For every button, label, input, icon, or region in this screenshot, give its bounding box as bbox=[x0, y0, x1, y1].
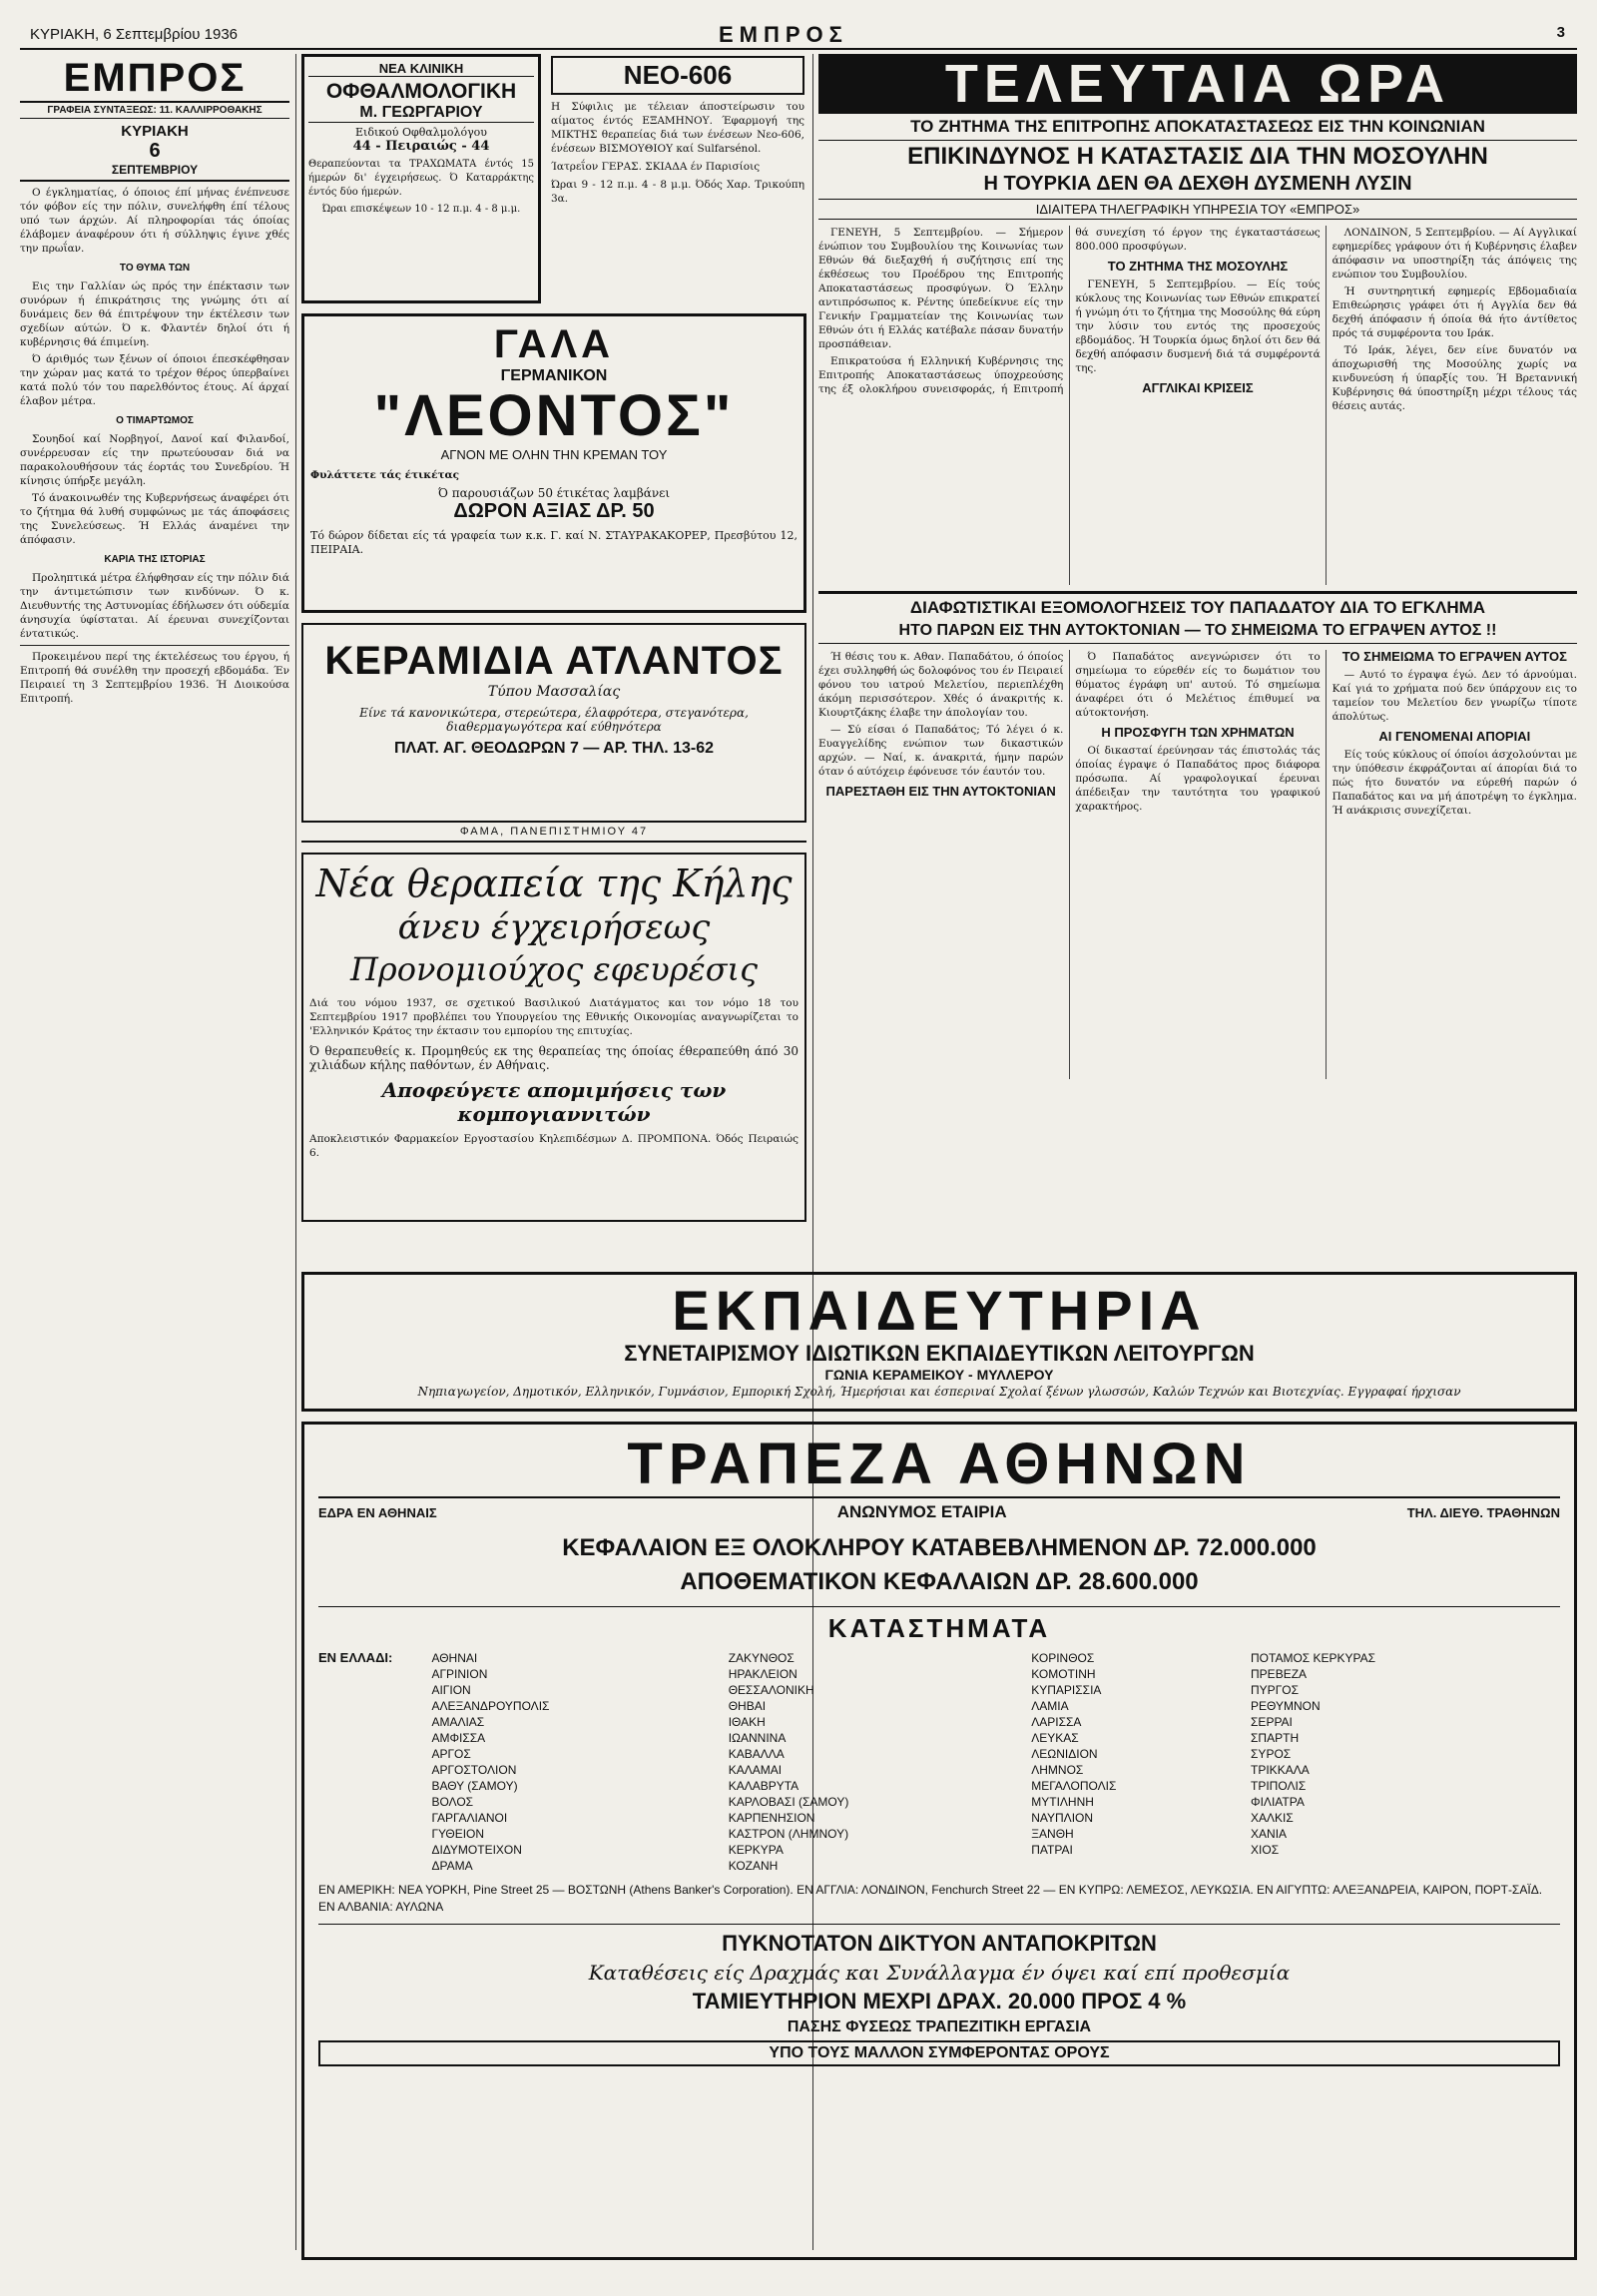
neo606-title: ΝΕΟ-606 bbox=[551, 56, 804, 95]
branch-cell bbox=[1027, 1858, 1247, 1874]
newspaper-page bbox=[20, 14, 1577, 2280]
bank-ad-telegraph: ΤΗΛ. ΔΙΕΥΘ. ΤΡΑΘΗΝΩΝ bbox=[1406, 1504, 1560, 1520]
left-column bbox=[20, 54, 289, 2250]
branch-cell: ΧΑΝΙΑ bbox=[1251, 1827, 1288, 1841]
branch-row bbox=[427, 1730, 1560, 1746]
milk-ad-brand: "ΛΕΟΝΤΟΣ" bbox=[373, 383, 735, 448]
branch-row bbox=[427, 1666, 1560, 1682]
branch-cell: ΑΘΗΝΑΙ bbox=[431, 1651, 478, 1665]
bank-ad-branches-title: ΚΑΤΑΣΤΗΜΑΤΑ bbox=[318, 1606, 1560, 1644]
hernia-ad-text: Αποκλειστικόν Φαρμακείον Εργοστασίου Κηλεπιδέσμων Δ. ΠΡΟΜΠΟΝΑ. Όδός Πειραιώς 6. bbox=[309, 1133, 798, 1159]
bank-ad-abroad: ΕΝ ΑΜΕΡΙΚΗ: ΝΕΑ ΥΟΡΚΗ, Pine Street 25 — ΒΟΣΤΩΝΗ (Athens Banker's Corporation). ΕΝ ΑΓΓΛΙΑ: ΛΟΝΔΙΝΟΝ, Fenchurch Street 22 — ΕΝ ΚΥΠΡΩ: ΛΕΜΕΣΟΣ, ΛΕΥΚΩΣΙΑ. ΕΝ ΑΙΓΥΠΤΩ: ΑΛΕΞΑΝΔΡΕΙΑ, ΚΑΙΡΟΝ, ΠΟΡΤ-ΣΑΪΔ. ΕΝ ΑΛΒΑΝΙΑ: ΑΥΛΩΝΑ bbox=[318, 1883, 1543, 1914]
article-paragraph: Ό Παπαδάτος ανεγνώρισεν ότι το σημείωμα το εύρεθέν είς το δωμάτιον του θύματος έγράφη υπ' αυτού. Τό σημείωμα άναφέρει ότι ό Μελέτιος έπιθυμεί να αύτοκτονήση. bbox=[1075, 651, 1321, 719]
article-paragraph: Εις την Γαλλίαν ώς πρός την έπέκτασιν των συνόρων ή έπικράτησις της γνώμης ότι αί δυνάμεις δεν θά έπιτρέψουν την έκτέλεσιν των σχεδίων αύτών. Ό κ. Φλαντέν δηλοί ότι ή κυβέρνησις θά έπιμείνη. bbox=[20, 281, 289, 348]
masthead-day: ΚΥΡΙΑΚΗ bbox=[121, 123, 189, 140]
article-paragraph: Είς τούς κύκλους οί όποίοι άσχολούνται με την ύπόθεσιν έκφράζονται αί άπορίαι διά το πώς ήτο δυνατόν να εύρεθή παρών ό Παπαδάτος και να μή άποτρέψη το έγκλημα. Ή ανάκρισις συνεχίζεται. bbox=[1331, 749, 1577, 817]
neo606-hours: Ώραι 9 - 12 π.μ. 4 - 8 μ.μ. Όδός Χαρ. Τρικούπη 3α. bbox=[551, 179, 804, 205]
bank-ad-capital: ΚΕΦΑΛΑΙΟΝ ΕΞ ΟΛΟΚΛΗΡΟΥ ΚΑΤΑΒΕΒΛΗΜΕΝΟΝ ΔΡ. 72.000.000 bbox=[562, 1534, 1317, 1561]
hernia-ad-line: Προνομιούχος εφευρέσις bbox=[349, 950, 758, 988]
branch-row bbox=[427, 1746, 1560, 1762]
hernia-ad-line: άνευ έγχειρήσεως bbox=[397, 907, 711, 947]
branch-cell: ΚΥΠΑΡΙΣΣΙΑ bbox=[1031, 1683, 1102, 1697]
branch-cell: ΚΑΛΑΜΑΙ bbox=[728, 1763, 783, 1777]
branch-cell: ΑΜΑΛΙΑΣ bbox=[431, 1715, 485, 1729]
hernia-ad-text: Ό θεραπευθείς κ. Προμηθεύς εκ της θεραπείας της όποίας έθεραπεύθη άπό 30 χιλιάδων κήλης παθόντων, έν Αθήναις. bbox=[309, 1044, 798, 1072]
branch-cell: ΠΟΤΑΜΟΣ ΚΕΡΚΥΡΑΣ bbox=[1251, 1651, 1376, 1665]
neo606-ad bbox=[549, 54, 806, 303]
article-paragraph: Σουηδοί καί Νορβηγοί, Δανοί καί Φιλανδοί, συνέρρευσαν είς την πρωτεύουσαν διά να παρακολουθήσουν τάς έορτάς του Συνεδρίου. Ή κίνησις ύπήρξε μεγάλη. bbox=[20, 433, 289, 487]
branch-row bbox=[427, 1810, 1560, 1826]
branch-cell: ΚΑΡΠΕΝΗΣΙΟΝ bbox=[728, 1811, 815, 1825]
school-ad-sub: ΣΥΝΕΤΑΙΡΙΣΜΟΥ ΙΔΙΩΤΙΚΩΝ ΕΚΠΑΙΔΕΥΤΙΚΩΝ ΛΕΙΤΟΥΡΓΩΝ bbox=[624, 1341, 1255, 1366]
branch-cell: ΛΑΜΙΑ bbox=[1031, 1699, 1069, 1713]
branch-cell: ΚΟΖΑΝΗ bbox=[728, 1859, 779, 1873]
branch-cell: ΠΑΤΡΑΙ bbox=[1031, 1843, 1073, 1857]
papadatos-article bbox=[818, 650, 1577, 1079]
branch-cell: ΚΟΜΟΤΙΝΗ bbox=[1031, 1667, 1096, 1681]
branch-cell: ΖΑΚΥΝΘΟΣ bbox=[728, 1651, 795, 1665]
hernia-ad-warning: Αποφεύγετε απομιμήσεις των κομπογιαννιτών bbox=[381, 1078, 727, 1126]
milk-ad-line: ΑΓΝΟΝ ΜΕ ΟΛΗΝ ΤΗΝ ΚΡΕΜΑΝ ΤΟΥ bbox=[440, 447, 668, 462]
branch-row bbox=[427, 1762, 1560, 1778]
tiles-ad-text: Είνε τά κανονικώτερα, στερεώτερα, έλαφρότερα, στεγανότερα, διαθερμαγωγότερα καί εύθηνότερα bbox=[359, 706, 749, 734]
branch-cell: ΝΑΥΠΛΙΟΝ bbox=[1031, 1811, 1094, 1825]
header-page-number: 3 bbox=[1556, 24, 1565, 41]
article-paragraph: Επικρατούσα ή Ελληνική Κυβέρνησις της Επιτροπής Αποκαταστάσεως ύποχρεούσης της έξ ολοκλήρου συνεισφοράς, ή Επιτροπή θά συνεχίση τό έργον της έγκαταστάσεως 800.000 προσφύγων. bbox=[818, 227, 1321, 395]
school-ad bbox=[301, 1272, 1577, 1412]
branch-cell: ΤΡΙΚΚΑΛΑ bbox=[1251, 1763, 1310, 1777]
article-paragraph: Προληπτικά μέτρα έλήφθησαν είς την πόλιν διά την άντιμετώπισιν των κινδύνων. Ό κ. Διευθυντής της Αστυνομίας έδήλωσεν ότι ούδεμία άνησυχία ύφίσταται. Αί έρευναι συνεχίζονται έντατικώς. bbox=[20, 572, 289, 640]
branch-cell bbox=[1247, 1858, 1560, 1874]
branch-cell: ΗΡΑΚΛΕΙΟΝ bbox=[728, 1667, 798, 1681]
tiles-ad-title: ΚΕΡΑΜΙΔΙΑ ΑΤΛΑΝΤΟΣ bbox=[324, 639, 784, 683]
masthead-sub: ΓΡΑΦΕΙΑ ΣΥΝΤΑΞΕΩΣ: 11. ΚΑΛΛΙΡΡΟΘΑΚΗΣ bbox=[20, 101, 289, 119]
branch-cell: ΓΑΡΓΑΛΙΑΝΟΙ bbox=[431, 1811, 508, 1825]
branch-cell: ΡΕΘΥΜΝΟΝ bbox=[1251, 1699, 1321, 1713]
clinic-ad-title: ΟΦΘΑΛΜΟΛΟΓΙΚΗ bbox=[325, 80, 517, 103]
milk-ad-line: Τό δώρον δίδεται είς τά γραφεία των κ.κ. Γ. καί Ν. ΣΤΑΥΡΑΚΑΚΟΡΕΡ, Πρεσβύτου 12, ΠΕΙΡΑΙΑ. bbox=[310, 529, 798, 556]
neo606-text: Η Σύφιλις με τέλειαν άποστείρωσιν του αίματος έντός ΕΞΑΜΗΝΟΥ. Έφαρμογή της ΜΙΚΤΗΣ θεραπείας διά των ένέσεων Νεο-606, ένέσεων ΒΙΣΜΟΥΘΙΟΥ καί Sulfarsénol. bbox=[551, 101, 804, 155]
masthead-date: 6 bbox=[149, 140, 161, 162]
branch-cell: ΤΡΙΠΟΛΙΣ bbox=[1251, 1779, 1307, 1793]
branch-cell: ΙΩΑΝΝΙΝΑ bbox=[728, 1731, 787, 1745]
hernia-ad-text: Διά του νόμου 1937, σε σχετικού Βασιλικού Διατάγματος και τον νόμο 18 του Σεπτεμβρίου 1917 προβλέπει του Υπουργείου της Εθνικής Οικονομίας αναγνωρίζεται το 'Ελληνικόν Κράτος την έκτασιν του εμπορίου της επιτυχίας. bbox=[309, 997, 798, 1037]
column-rule bbox=[295, 54, 296, 2250]
branch-cell: ΚΑΛΑΒΡΥΤΑ bbox=[728, 1779, 799, 1793]
tiles-ad-line: Τύπου Μασσαλίας bbox=[487, 684, 621, 700]
branch-cell: ΞΑΝΘΗ bbox=[1031, 1827, 1074, 1841]
hernia-ad bbox=[301, 853, 806, 1222]
branch-cell: ΓΥΘΕΙΟΝ bbox=[431, 1827, 485, 1841]
section-heading: Ο ΤΙΜΑΡΤΩΜΟΣ bbox=[116, 415, 194, 426]
branch-cell: ΘΗΒΑΙ bbox=[728, 1699, 767, 1713]
bank-ad-savings: ΤΑΜΙΕΥΤΗΡΙΟΝ ΜΕΧΡΙ ΔΡΑΧ. 20.000 ΠΡΟΣ 4 % bbox=[692, 1989, 1187, 2013]
branch-cell: ΔΡΑΜΑ bbox=[431, 1859, 473, 1873]
section-heading: ΑΓΓΛΙΚΑΙ ΚΡΙΣΕΙΣ bbox=[1142, 380, 1254, 395]
section-heading: ΑΙ ΓΕΝΟΜΕΝΑΙ ΑΠΟΡΙΑΙ bbox=[1378, 729, 1531, 744]
header-date: ΚΥΡΙΑΚΗ, 6 Σεπτεμβρίου 1936 bbox=[30, 26, 239, 43]
branch-cell: ΧΙΟΣ bbox=[1251, 1843, 1280, 1857]
bank-ad-network: ΠΥΚΝΟΤΑΤΟΝ ΔΙΚΤΥΟΝ ΑΝΤΑΠΟΚΡΙΤΩΝ bbox=[318, 1924, 1560, 1957]
branch-cell: ΒΑΘΥ (ΣΑΜΟΥ) bbox=[431, 1779, 518, 1793]
branch-cell: ΑΓΡΙΝΙΟΝ bbox=[431, 1667, 488, 1681]
section-heading: ΤΟ ΘΥΜΑ ΤΩΝ bbox=[119, 263, 191, 274]
clinic-ad-line: ΝΕΑ ΚΛΙΝΙΚΗ bbox=[308, 61, 534, 77]
branch-cell: ΙΘΑΚΗ bbox=[728, 1715, 766, 1729]
branch-cell: ΜΕΓΑΛΟΠΟΛΙΣ bbox=[1031, 1779, 1117, 1793]
article-paragraph: — Αυτό το έγραψα έγώ. Δεν τό άρνούμαι. Καί γιά το χρήματα πού δεν ύπάρχουν εις το ταμείον του Μελετίου δεν γνωρίζω τίποτε άπολύτως. bbox=[1331, 669, 1577, 723]
branch-cell: ΣΕΡΡΑΙ bbox=[1251, 1715, 1293, 1729]
bank-ad-operations: ΠΑΣΗΣ ΦΥΣΕΩΣ ΤΡΑΠΕΖΙΤΙΚΗ ΕΡΓΑΣΙΑ bbox=[787, 2018, 1092, 2035]
branch-cell: ΣΠΑΡΤΗ bbox=[1251, 1731, 1300, 1745]
clinic-ad bbox=[301, 54, 541, 303]
branch-row bbox=[427, 1826, 1560, 1842]
story-headline: ΔΙΑΦΩΤΙΣΤΙΚΑΙ ΕΞΟΜΟΛΟΓΗΣΕΙΣ ΤΟΥ ΠΑΠΑΔΑΤΟΥ ΔΙΑ ΤΟ ΕΓΚΛΗΜΑ bbox=[909, 598, 1486, 617]
branch-cell: ΚΕΡΚΥΡΑ bbox=[728, 1843, 784, 1857]
branch-row bbox=[427, 1794, 1560, 1810]
masthead: ΕΜΠΡΟΣ bbox=[63, 56, 247, 100]
branch-row bbox=[427, 1714, 1560, 1730]
milk-ad-title: ΓΑΛΑ bbox=[493, 322, 615, 366]
header-title: ΕΜΠΡΟΣ bbox=[719, 22, 848, 47]
milk-ad-line: Ό παρουσιάζων 50 έτικέτας λαμβάνει bbox=[437, 486, 671, 500]
branch-cell: ΔΙΔΥΜΟΤΕΙΧΟΝ bbox=[431, 1843, 522, 1857]
article-paragraph: Ό άριθμός των ξένων οί όποιοι έπεσκέφθησαν την χώραν μας κατά το τρέχον θέρος ύπερβαίνει κατά πολύ τόν του παρελθόντος έτους. Αί άρχαί έλαβον μέτρα. bbox=[20, 353, 289, 407]
clinic-ad-hours: Ώραι επισκέψεων 10 - 12 π.μ. 4 - 8 μ.μ. bbox=[321, 204, 521, 215]
clinic-ad-line: Ειδικού Οφθαλμολόγου bbox=[355, 126, 487, 139]
branch-row bbox=[427, 1778, 1560, 1794]
school-ad-title: ΕΚΠΑΙΔΕΥΤΗΡΙΑ bbox=[672, 1279, 1207, 1342]
bank-ad-terms: ΥΠΟ ΤΟΥΣ ΜΑΛΛΟΝ ΣΥΜΦΕΡΟΝΤΑΣ ΟΡΟΥΣ bbox=[318, 2040, 1560, 2066]
branch-cell: ΧΑΛΚΙΣ bbox=[1251, 1811, 1294, 1825]
bank-ad-title: ΤΡΑΠΕΖΑ ΑΘΗΝΩΝ bbox=[318, 1433, 1560, 1498]
branch-cell: ΑΜΦΙΣΣΑ bbox=[431, 1731, 486, 1745]
headline: Η ΤΟΥΡΚΙΑ ΔΕΝ ΘΑ ΔΕΧΘΗ ΔΥΣΜΕΝΗ ΛΥΣΙΝ bbox=[983, 173, 1412, 195]
branch-cell: ΛΗΜΝΟΣ bbox=[1031, 1763, 1084, 1777]
clinic-ad-text: Θεραπεύονται τα ΤΡΑΧΩΜΑΤΑ έντός 15 ήμερών δι' έγχειρήσεως. Ό Καταρράκτης έντός δύο ήμερών. bbox=[308, 159, 534, 198]
article-paragraph: Ή θέσις του κ. Αθαν. Παπαδάτου, ό όποίος έχει συλληφθή ώς δολοφόνος του έν Πειραιεί φόνου του ιατρού Μελετίου, περιεπλέχθη άκόμη περισσότερον. Χθές ό άνακριτής κ. Κιουρτζάκης έλαβε την άπολογίαν του. bbox=[818, 651, 1064, 719]
branch-cell: ΠΥΡΓΟΣ bbox=[1251, 1683, 1300, 1697]
branch-cell: ΜΥΤΙΛΗΝΗ bbox=[1031, 1795, 1094, 1809]
bank-ad-deposits: Καταθέσεις είς Δραχμάς και Συνάλλαγμα έν όψει καί επί προθεσμία bbox=[588, 1961, 1291, 1985]
branch-cell: ΑΙΓΙΟΝ bbox=[431, 1683, 471, 1697]
article-paragraph: Οί δικασταί έρεύνησαν τάς έπιστολάς τάς όποίας έγραψε ό Παπαδάτος προς διάφορα πρόσωπα. Αί γραφολογικαί έρευναι άπέδειξαν την ταυτότητα του γραφικού χαρακτήρος. bbox=[1075, 745, 1321, 813]
clinic-ad-address: 44 - Πειραιώς - 44 bbox=[352, 139, 490, 154]
article-paragraph: Ή συντηρητική εφημερίς Εβδομαδιαία Επιθεώρησις γράφει ότι ή Αγγλία δεν θά δεχθή άπόφασιν ή όποία θά ήτο άντίθετος πρός τά συμφέροντα του Ιράκ. bbox=[1331, 286, 1577, 339]
section-heading: ΤΟ ΖΗΤΗΜΑ ΤΗΣ ΜΟΣΟΥΛΗΣ bbox=[1107, 259, 1289, 274]
article-paragraph: Τό άνακοινωθέν της Κυβερνήσεως άναφέρει ότι το ζήτημα θά λυθή συμφώνως με τάς άποφάσεις της Συνελεύσεως. Ή Ελλάς άναμένει την άπόφασιν. bbox=[20, 492, 289, 546]
branch-cell: ΒΟΛΟΣ bbox=[431, 1795, 474, 1809]
school-ad-address: ΓΩΝΙΑ ΚΕΡΑΜΕΙΚΟΥ - ΜΥΛΛΕΡΟΥ bbox=[824, 1367, 1054, 1383]
branch-cell: ΚΑΡΛΟΒΑΣΙ (ΣΑΜΟΥ) bbox=[728, 1795, 849, 1809]
branch-cell: ΚΟΡΙΝΘΟΣ bbox=[1031, 1651, 1095, 1665]
milk-ad-gift: ΔΩΡΟΝ ΑΞΙΑΣ ΔΡ. 50 bbox=[453, 500, 655, 522]
bank-ad-reserves: ΑΠΟΘΕΜΑΤΙΚΟΝ ΚΕΦΑΛΑΙΩΝ ΔΡ. 28.600.000 bbox=[680, 1568, 1199, 1595]
story-subheadline: ΗΤΟ ΠΑΡΩΝ ΕΙΣ ΤΗΝ ΑΥΤΟΚΤΟΝΙΑΝ — ΤΟ ΣΗΜΕΙΩΜΑ ΤΟ ΕΓΡΑΨΕΝ ΑΥΤΟΣ !! bbox=[818, 622, 1577, 644]
branch-table bbox=[427, 1650, 1560, 1874]
article-paragraph: ΓΕΝΕΥΗ, 5 Σεπτεμβρίου. — Σήμερον ένώπιον του Συμβουλίου της Κοινωνίας των Εθνών θά διεξαχθή ή συζήτησις επί της έκθέσεως του Προέδρου της Επιτροπής Αποκαταστάσεως προσφύγων. Ό Έλλην αντιπρόσωπος κ. Ρέντης ύπεδείκνυε είς την Γενικήν Γραμματείαν της Κοινωνίας των Εθνών ότι ή Ελλάς κατέβαλε πάσαν δυνατήν προσπάθειαν. bbox=[818, 227, 1064, 350]
section-heading: ΚΑΡΙΑ ΤΗΣ ΙΣΤΟΡΙΑΣ bbox=[104, 554, 206, 565]
clinic-ad-doctor: Μ. ΓΕΩΡΓΑΡΙΟΥ bbox=[308, 104, 534, 123]
branch-row bbox=[427, 1650, 1560, 1666]
hernia-ad-title: Νέα θεραπεία της Κήλης bbox=[315, 861, 793, 905]
milk-ad-line: ΓΕΡΜΑΝΙΚΟΝ bbox=[500, 367, 608, 384]
branch-cell: ΛΑΡΙΣΣΑ bbox=[1031, 1715, 1082, 1729]
tiles-ad-address: ΠΛΑΤ. ΑΓ. ΘΕΟΔΩΡΩΝ 7 — ΑΡ. ΤΗΛ. 13-62 bbox=[393, 740, 715, 757]
article-paragraph: — Σύ είσαι ό Παπαδάτος; Τό λέγει ό κ. Ευαγγελίδης ενώπιον των δικαστικών αρχών. — Ναί, κ. άνακριτά, ήμην παρών όταν ό αύτόχειρ έφόνευσε τόν έαυτόν του. bbox=[818, 724, 1064, 778]
section-heading: ΤΟ ΣΗΜΕΙΩΜΑ ΤΟ ΕΓΡΑΨΕΝ ΑΥΤΟΣ bbox=[1341, 649, 1567, 664]
branch-row bbox=[427, 1682, 1560, 1698]
mosul-article bbox=[818, 226, 1577, 585]
masthead-month: ΣΕΠΤΕΜΒΡΙΟΥ bbox=[20, 163, 289, 182]
bank-ad-seat: ΕΔΡΑ ΕΝ ΑΘΗΝΑΙΣ bbox=[318, 1504, 437, 1520]
branch-cell: ΑΡΓΟΣΤΟΛΙΟΝ bbox=[431, 1763, 517, 1777]
branch-cell: ΚΑΣΤΡΟΝ (ΛΗΜΝΟΥ) bbox=[728, 1827, 849, 1841]
school-ad-text: Νηπιαγωγείον, Δημοτικόν, Ελληνικόν, Γυμνάσιον, Εμπορική Σχολή, Ήμερήσιαι και έσπεριναί Σχολαί ξένων γλωσσών, Καλών Τεχνών και Βιοτεχνίας. Εγγραφαί ήρχισαν bbox=[417, 1385, 1461, 1399]
article-paragraph: ΛΟΝΔΙΝΟΝ, 5 Σεπτεμβρίου. — Αί Αγγλικαί εφημερίδες γράφουν ότι ή Κυβέρνησις έλαβεν άπόφασιν να υποστηρίξη τάς άπόψεις της ενώπιον του Συμβουλίου. bbox=[1331, 227, 1577, 281]
bank-ad bbox=[301, 1422, 1577, 2260]
bank-ad-greece-label: ΕΝ ΕΛΛΑΔΙ: bbox=[318, 1650, 393, 1665]
section-heading: Η ΠΡΟΣΦΥΓΗ ΤΩΝ ΧΡΗΜΑΤΩΝ bbox=[1101, 725, 1295, 740]
branch-cell: ΠΡΕΒΕΖΑ bbox=[1251, 1667, 1308, 1681]
article-paragraph: Τό Ιράκ, λέγει, δεν είνε δυνατόν να άποχωρισθή της Μοσούλης χωρίς να κινδυνεύση ή ύπαρξίς του. Ή Βρεταννική Κυβέρνησις θά ύποστηρίξη μέχρι τέλους τάς θέσεις αυτάς. bbox=[1331, 344, 1577, 412]
article-paragraph: Προκειμένου περί της έκτελέσεως του έργου, ή Επιτροπή θά συνέλθη την προσεχή εβδομάδα. Έν Πειραιεί τη 3 Σεπτεμβρίου 1936. Ή Διοικούσα Επιτροπή. bbox=[20, 651, 289, 705]
branch-cell: ΘΕΣΣΑΛΟΝΙΚΗ bbox=[728, 1683, 814, 1697]
branch-cell: ΛΕΩΝΙΔΙΟΝ bbox=[1031, 1747, 1098, 1761]
tiles-ad bbox=[301, 623, 806, 823]
bank-ad-subtitle: ΑΝΩΝΥΜΟΣ ΕΤΑΙΡΙΑ bbox=[836, 1502, 1007, 1521]
tiles-ad-footer: ΦΑΜΑ, ΠΑΝΕΠΙΣΤΗΜΙΟΥ 47 bbox=[301, 823, 806, 843]
headline-main: ΕΠΙΚΙΝΔΥΝΟΣ Η ΚΑΤΑΣΤΑΣΙΣ ΔΙΑ ΤΗΝ ΜΟΣΟΥΛΗΝ bbox=[907, 143, 1488, 170]
branch-row bbox=[427, 1842, 1560, 1858]
branch-row bbox=[427, 1858, 1560, 1874]
page-header bbox=[20, 14, 1577, 50]
branch-cell: ΑΛΕΞΑΝΔΡΟΥΠΟΛΙΣ bbox=[431, 1699, 550, 1713]
branch-row bbox=[427, 1698, 1560, 1714]
milk-ad-line: Φυλάττετε τάς έτικέτας bbox=[310, 469, 460, 481]
headline: ΤΟ ΖΗΤΗΜΑ ΤΗΣ ΕΠΙΤΡΟΠΗΣ ΑΠΟΚΑΤΑΣΤΑΣΕΩΣ ΕΙΣ ΤΗΝ ΚΟΙΝΩΝΙΑΝ bbox=[818, 114, 1577, 141]
branch-cell: ΛΕΥΚΑΣ bbox=[1031, 1731, 1079, 1745]
branch-cell: ΦΙΛΙΑΤΡΑ bbox=[1251, 1795, 1305, 1809]
neo606-doctor: Ίατρεΐον ΓΕΡΑΣ. ΣΚΙΑΔΑ έν Παρισίοις bbox=[551, 161, 761, 173]
article-paragraph: Ο έγκληματίας, ό όποιος έπί μήνας ένέπνευσε τόν φόβον είς την πόλιν, συνελήφθη έπί τέλους υπό των άρχών. Αί πληροφορίαι τάς όποίας έλάβομεν άναφέρουν ότι ή σύλληψις έγινε χθές την πρωΐαν. bbox=[20, 187, 289, 255]
branch-cell: ΚΑΒΑΛΛΑ bbox=[728, 1747, 785, 1761]
article-paragraph: ΓΕΝΕΥΗ, 5 Σεπτεμβρίου. — Είς τούς κύκλους της Κοινωνίας των Εθνών επικρατεί ή γνώμη ότι το ζήτημα της Μοσούλης θά εύρη την λύσιν του εντός της προσεχούς εβδομάδος. Ή Τουρκία όμως δηλοί ότι δεν θά δεχθή απόφασιν δυσμενή διά τά συμφέροντά της. bbox=[1075, 279, 1321, 374]
last-hour-banner: ΤΕΛΕΥΤΑΙΑ ΩΡΑ bbox=[818, 54, 1577, 114]
section-heading: ΠΑΡΕΣΤΑΘΗ ΕΙΣ ΤΗΝ ΑΥΤΟΚΤΟΝΙΑΝ bbox=[825, 784, 1056, 799]
news-service-line: ΙΔΙΑΙΤΕΡΑ ΤΗΛΕΓΡΑΦΙΚΗ ΥΠΗΡΕΣΙΑ ΤΟΥ «ΕΜΠΡΟΣ» bbox=[818, 199, 1577, 220]
branch-cell: ΣΥΡΟΣ bbox=[1251, 1747, 1292, 1761]
milk-ad bbox=[301, 313, 806, 613]
branch-cell: ΑΡΓΟΣ bbox=[431, 1747, 471, 1761]
